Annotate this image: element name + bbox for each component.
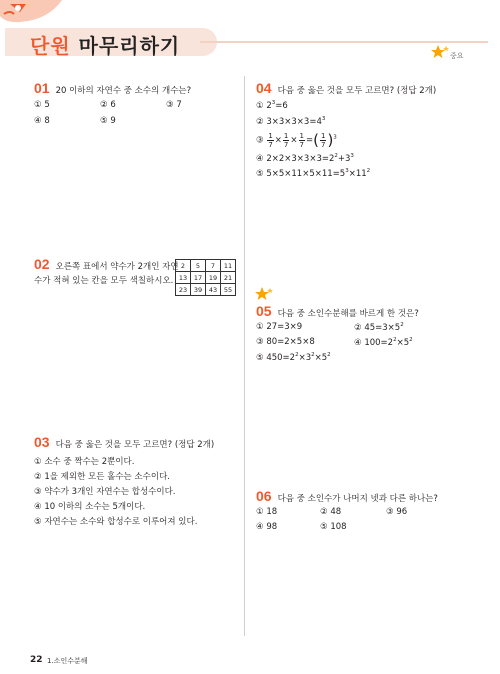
grid-cell[interactable]: 21 <box>221 272 236 284</box>
expression: 80=2×5×8 <box>266 337 315 347</box>
grid-cell[interactable]: 13 <box>176 272 191 284</box>
grid-cell[interactable]: 19 <box>206 272 221 284</box>
expression: 45=3×5 <box>364 323 401 333</box>
option-5[interactable] <box>256 168 370 179</box>
question-05 <box>256 303 419 319</box>
chapter-label: 1.소인수분해 <box>47 657 88 665</box>
exponent: 2 <box>400 322 404 328</box>
option-3[interactable] <box>256 337 315 347</box>
option-5[interactable]: ⑤ 108 <box>320 522 347 532</box>
question-06 <box>256 488 438 504</box>
paren-close: ) <box>327 131 334 149</box>
grid-cell[interactable]: 43 <box>206 284 221 296</box>
title-part2: 마무리하기 <box>78 34 181 58</box>
denominator: 7 <box>320 140 326 149</box>
expr-rest: +3 <box>337 154 351 164</box>
option-3[interactable]: ③ 7 <box>166 100 182 110</box>
option-mark: ⑤ <box>256 353 264 363</box>
grid-cell[interactable]: 7 <box>206 260 221 272</box>
question-text: 20 이하의 자연수 중 소수의 개수는? <box>55 86 192 96</box>
expr-mid: ×5 <box>314 353 328 363</box>
option-mark: ④ <box>256 154 264 164</box>
question-number: 05 <box>256 303 272 319</box>
exponent: 2 <box>393 337 397 343</box>
denominator: 7 <box>268 140 273 149</box>
exponent: 2 <box>334 153 338 159</box>
option-mark: ④ <box>354 338 362 348</box>
question-text-line2: 수가 적혀 있는 칸을 모두 색칠하시오. <box>34 276 174 286</box>
grid-cell[interactable]: 2 <box>176 260 191 272</box>
exponent: 3 <box>350 153 354 159</box>
exponent: 3 <box>271 100 276 106</box>
question-01 <box>34 80 191 96</box>
option-4[interactable] <box>354 337 413 348</box>
question-text: 다음 중 옳은 것을 모두 고르면? (정답 2개) <box>277 86 437 96</box>
option-4[interactable]: ④ 10 이하의 소수는 5개이다. <box>34 502 146 512</box>
option-2[interactable]: ② 6 <box>100 100 116 110</box>
option-2[interactable] <box>256 116 325 127</box>
denominator: 7 <box>299 140 304 149</box>
question-text: 다음 중 옳은 것을 모두 고르면? (정답 2개) <box>55 440 215 450</box>
option-3[interactable]: ③ 96 <box>386 507 408 517</box>
expression: 3×3×3×3=4 <box>266 117 322 127</box>
question-03 <box>34 434 214 450</box>
number-grid <box>175 259 236 296</box>
exponent: 3 <box>333 134 337 141</box>
equals-sign: = <box>305 135 314 146</box>
star-icon <box>254 286 274 302</box>
expr-mid: ×3 <box>298 353 312 363</box>
exponent: 2 <box>327 352 331 358</box>
expr-mid: ×11 <box>348 169 367 179</box>
question-number: 01 <box>34 80 50 96</box>
option-3[interactable]: ③ 약수가 3개인 자연수는 합성수이다. <box>34 487 176 497</box>
question-04 <box>256 80 436 96</box>
fraction <box>267 132 273 149</box>
option-mark: ① <box>256 322 264 332</box>
exponent: 2 <box>366 168 371 174</box>
question-number: 06 <box>256 488 272 504</box>
exponent: 2 <box>311 352 315 358</box>
expression: 27=3×9 <box>266 322 303 332</box>
paren-open: ( <box>313 131 319 149</box>
question-text: 다음 중 소인수분해를 바르게 한 것은? <box>277 309 419 319</box>
grid-cell[interactable]: 5 <box>191 260 206 272</box>
option-mark: ③ <box>256 337 264 347</box>
option-1[interactable]: ① 소수 중 짝수는 2뿐이다. <box>34 457 135 467</box>
question-number: 02 <box>34 256 50 272</box>
grid-cell[interactable]: 11 <box>221 260 236 272</box>
expression: 5×5×11×5×11=5 <box>266 169 346 179</box>
fraction <box>299 132 305 149</box>
question-number: 03 <box>34 434 50 450</box>
option-2[interactable]: ② 1을 제외한 모든 홀수는 소수이다. <box>34 472 170 482</box>
star-icon <box>430 44 450 60</box>
exponent: 2 <box>409 337 413 343</box>
option-4[interactable]: ④ 8 <box>34 116 50 126</box>
expr-rest: =6 <box>275 101 288 111</box>
important-label: 중요 <box>450 52 464 60</box>
exponent: 2 <box>295 352 299 358</box>
expr-base: 2 <box>266 101 272 111</box>
fraction <box>283 132 289 149</box>
header-rule <box>200 41 488 43</box>
numerator: 1 <box>283 131 289 140</box>
option-1[interactable]: ① 18 <box>256 507 278 517</box>
option-1[interactable] <box>256 100 288 111</box>
question-02 <box>34 256 179 272</box>
option-mark: ② <box>354 323 362 333</box>
option-mark: ① <box>256 101 264 111</box>
numerator: 1 <box>320 131 326 140</box>
grid-cell[interactable]: 39 <box>191 284 206 296</box>
option-4[interactable]: ④ 98 <box>256 522 278 532</box>
option-mark: ⑤ <box>256 169 264 179</box>
expression: 450=2 <box>266 353 296 363</box>
option-5[interactable] <box>256 352 331 363</box>
exponent: 3 <box>345 168 349 174</box>
option-3[interactable] <box>256 131 337 149</box>
option-mark: ③ <box>256 135 264 146</box>
grid-cell[interactable]: 17 <box>191 272 206 284</box>
expr-mid: ×5 <box>396 338 410 348</box>
page-number: 22 <box>30 655 43 665</box>
grid-cell[interactable]: 23 <box>176 284 191 296</box>
expression: 100=2 <box>364 338 394 348</box>
numerator: 1 <box>299 131 304 140</box>
option-1[interactable] <box>256 322 302 332</box>
denominator: 7 <box>283 140 289 149</box>
expression: 2×2×3×3×3=2 <box>266 154 335 164</box>
question-number: 04 <box>256 80 272 96</box>
column-divider <box>244 76 245 636</box>
grid-cell[interactable]: 55 <box>221 284 236 296</box>
option-5[interactable]: ⑤ 자연수는 소수와 합성수로 이루어져 있다. <box>34 517 198 527</box>
question-text: 다음 중 소인수가 나머지 넷과 다른 하나는? <box>277 494 438 504</box>
fraction <box>320 132 326 149</box>
option-2[interactable] <box>354 322 404 333</box>
option-5[interactable]: ⑤ 9 <box>100 116 116 126</box>
title-part1: 단원 <box>30 34 71 58</box>
times-sign: × <box>274 135 282 146</box>
page-title <box>30 30 180 59</box>
exponent: 3 <box>321 116 326 122</box>
question-text-line1: 오른쪽 표에서 약수가 2개인 자연 <box>55 262 179 272</box>
numerator: 1 <box>268 131 273 140</box>
option-4[interactable] <box>256 153 354 164</box>
option-mark: ② <box>256 117 264 127</box>
option-1[interactable]: ① 5 <box>34 100 50 110</box>
times-sign: × <box>290 135 298 146</box>
option-2[interactable]: ② 48 <box>320 507 342 517</box>
